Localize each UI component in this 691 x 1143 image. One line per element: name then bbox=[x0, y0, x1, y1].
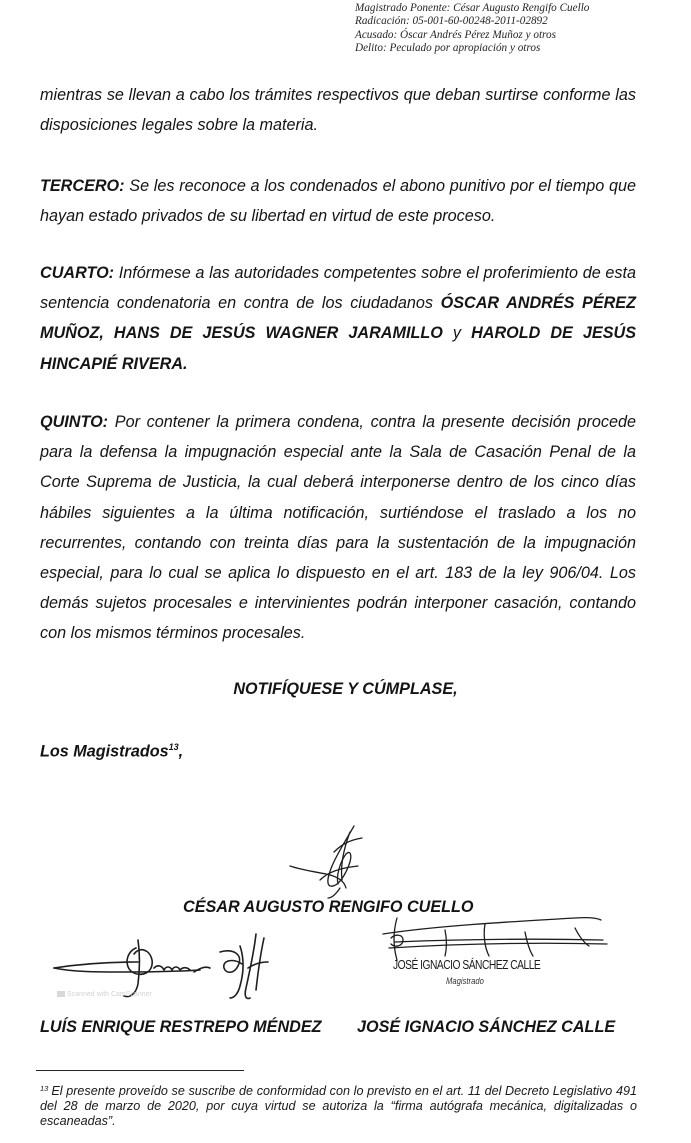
scanner-watermark bbox=[57, 991, 152, 998]
paragraph-cuarto bbox=[40, 258, 636, 379]
cuarto-label: CUARTO: bbox=[40, 264, 115, 282]
quinto-text: Por contener la primera condena, contra la presente decisión procede para la defensa la impugnación especial ante la Sala de Casación Penal de la Corte Suprema de Justicia, la cual deberá interponerse dentro de los cinco días hábiles siguientes a la última notificación, surtiéndose el traslado a los no recurrentes, contando con treinta días para la sustentación de la impugnación especial, para lo cual se aplica lo dispuesto en el art. 183 de la ley 906/04. Los demás sujetos procesales e intervinientes podrán interponer casación, contando con los mismos términos procesales. bbox=[40, 413, 636, 643]
scanner-logo-icon bbox=[57, 991, 65, 997]
footnote-number: 13 bbox=[40, 1084, 49, 1093]
case-header bbox=[355, 2, 685, 56]
paragraph-tercero bbox=[40, 171, 636, 231]
tercero-label: TERCERO: bbox=[40, 177, 125, 195]
cuarto-names-1: ÓSCAR ANDRÉS PÉREZ MUÑOZ, HANS DE JESÚS WAGNER JARAMILLO bbox=[40, 294, 636, 343]
magistrados-text: Los Magistrados bbox=[40, 742, 169, 761]
footnote-divider bbox=[36, 1070, 244, 1071]
scanner-text: Scanned with CamScanner bbox=[67, 991, 152, 998]
paragraph-quinto bbox=[40, 407, 636, 649]
footnote-text: El presente proveído se suscribe de conformidad con lo previsto en el art. 11 del Decreto Legislativo 491 del 28 de marzo de 2020, por cuya virtud se autoriza la “firma autógrafa mecánica, digitalizadas o escaneadas”. bbox=[40, 1084, 637, 1128]
magistrados-line bbox=[40, 742, 183, 761]
cuarto-text: Infórmese a las autoridades competentes sobre el proferimiento de esta sentencia condenatoria en contra de los ciudadanos bbox=[40, 264, 636, 313]
tercero-text: Se les reconoce a los condenados el abono punitivo por el tiempo que hayan estado privados de su libertad en virtud de este proceso. bbox=[40, 177, 636, 226]
stamp-role-sanchez: Magistrado bbox=[446, 976, 484, 986]
signature-rengifo bbox=[280, 822, 390, 902]
signer-name-sanchez: JOSÉ IGNACIO SÁNCHEZ CALLE bbox=[357, 1018, 616, 1036]
header-ponente: Magistrado Ponente: César Augusto Rengifo Cuello bbox=[355, 2, 590, 14]
signature-sanchez bbox=[375, 912, 615, 994]
header-acusado: Acusado: Óscar Andrés Pérez Muñoz y otros bbox=[355, 28, 556, 41]
continuation-text: mientras se llevan a cabo los trámites respectivos que deban surtirse conforme las disposiciones legales sobre la materia. bbox=[40, 86, 636, 135]
cuarto-names-2: HAROLD DE JESÚS HINCAPIÉ RIVERA. bbox=[40, 324, 636, 373]
cuarto-conjunction: y bbox=[442, 324, 472, 343]
header-radicacion: Radicación: 05-001-60-00248-2011-02892 bbox=[355, 15, 548, 28]
signer-name-rengifo: CÉSAR AUGUSTO RENGIFO CUELLO bbox=[183, 898, 474, 916]
quinto-label: QUINTO: bbox=[40, 413, 109, 431]
footnote bbox=[40, 1081, 637, 1129]
header-delito: Delito: Peculado por apropiación y otros bbox=[355, 42, 541, 55]
signer-name-restrepo: LUÍS ENRIQUE RESTREPO MÉNDEZ bbox=[40, 1018, 322, 1036]
stamp-name-sanchez: JOSÉ IGNACIO SÁNCHEZ CALLE bbox=[393, 958, 541, 972]
paragraph-continuation bbox=[40, 80, 636, 140]
footnote-ref: 13 bbox=[168, 742, 179, 752]
notify-line: NOTIFÍQUESE Y CÚMPLASE, bbox=[233, 680, 458, 698]
magistrados-comma: , bbox=[178, 742, 184, 761]
